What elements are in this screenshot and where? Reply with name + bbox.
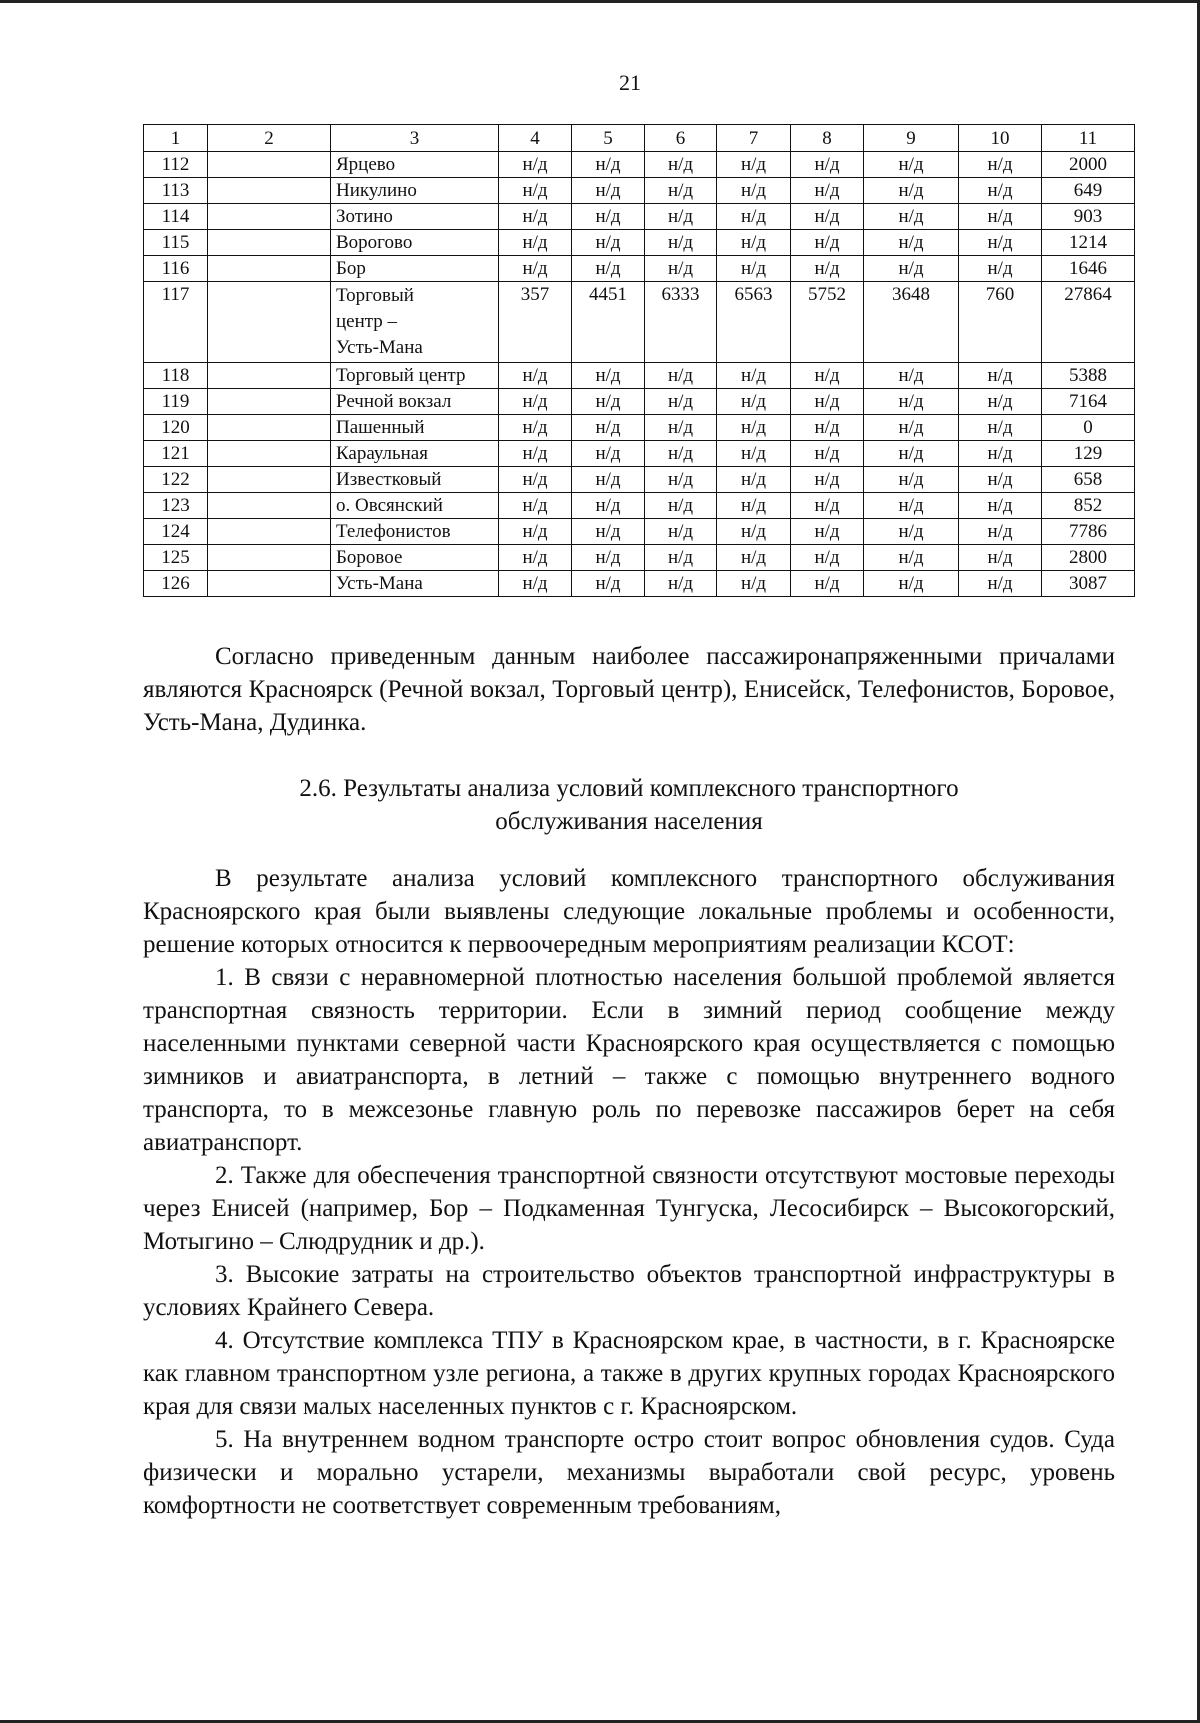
berth-name-line: Известковый: [336, 469, 442, 490]
berth-name-cell: [331, 467, 499, 493]
row-col2-cell: [208, 571, 331, 597]
total-cell: 0: [1042, 415, 1135, 441]
value-cell: н/д: [499, 545, 572, 571]
value-cell: н/д: [959, 256, 1042, 282]
value-cell: н/д: [499, 204, 572, 230]
berth-name-line: Зотино: [336, 206, 393, 227]
row-col2-cell: [208, 178, 331, 204]
value-cell: н/д: [959, 389, 1042, 415]
row-number-cell: 121: [144, 441, 208, 467]
value-cell: н/д: [959, 545, 1042, 571]
row-number-cell: 114: [144, 204, 208, 230]
table-row: [144, 152, 1135, 178]
value-cell: н/д: [717, 493, 791, 519]
value-cell: н/д: [645, 519, 717, 545]
value-cell: н/д: [717, 230, 791, 256]
value-cell: н/д: [717, 441, 791, 467]
table-header-row: [144, 125, 1135, 152]
total-cell: 7164: [1042, 389, 1135, 415]
body-paragraph-item-2: 2. Также для обеспечения транспортной связности отсутствуют мостовые переходы через Енисей (например, Бор – Подкаменная Тунгуска, Лесосибирск – Высокогорский, Мотыгино – Слюдрудник и др.).: [143, 1162, 1115, 1255]
berth-name-cell: [331, 178, 499, 204]
value-cell: н/д: [645, 571, 717, 597]
row-number-cell: 123: [144, 493, 208, 519]
value-cell: н/д: [959, 571, 1042, 597]
value-cell: н/д: [717, 256, 791, 282]
value-cell: н/д: [499, 571, 572, 597]
row-number-cell: 116: [144, 256, 208, 282]
table-row: [144, 178, 1135, 204]
value-cell: н/д: [717, 571, 791, 597]
value-cell: н/д: [864, 441, 959, 467]
value-cell: н/д: [499, 363, 572, 389]
total-cell: 27864: [1042, 282, 1135, 363]
value-cell: н/д: [717, 389, 791, 415]
value-cell: н/д: [959, 519, 1042, 545]
body-paragraph-intro: В результате анализа условий комплексного транспортного обслуживания Красноярского края были выявлены следующие локальные проблемы и особенности, решение которых относится к первоочередным мероприятиям реализации КСОТ:: [143, 865, 1115, 958]
berth-name-cell: [331, 545, 499, 571]
body-paragraph-item-4: 4. Отсутствие комплекса ТПУ в Красноярском крае, в частности, в г. Красноярске как главном транспортном узле региона, а также в других крупных городах Красноярского края для связи малых населенных пунктов с г. Красноярском.: [143, 1327, 1115, 1420]
value-cell: н/д: [645, 230, 717, 256]
table-header-cell: 4: [499, 125, 572, 152]
value-cell: н/д: [499, 152, 572, 178]
value-cell: н/д: [864, 493, 959, 519]
row-number-cell: 112: [144, 152, 208, 178]
total-cell: 658: [1042, 467, 1135, 493]
value-cell: н/д: [791, 230, 864, 256]
value-cell: н/д: [572, 545, 645, 571]
table-row: [144, 519, 1135, 545]
total-cell: 852: [1042, 493, 1135, 519]
berth-name-line: Боровое: [336, 547, 403, 568]
row-col2-cell: [208, 415, 331, 441]
table-row: [144, 441, 1135, 467]
value-cell: н/д: [645, 363, 717, 389]
berth-name-cell: [331, 415, 499, 441]
table-row: [144, 467, 1135, 493]
value-cell: н/д: [717, 152, 791, 178]
body-paragraph-item-5: 5. На внутреннем водном транспорте остро стоит вопрос обновления судов. Суда физически и морально устарели, механизмы выработали свой ресурс, уровень комфортности не соответствует современным требованиям,: [143, 1426, 1115, 1519]
total-cell: 649: [1042, 178, 1135, 204]
table-header-cell: 2: [208, 125, 331, 152]
berth-name-cell: [331, 152, 499, 178]
berth-name-line: Усть-Мана: [336, 337, 423, 358]
table-header-cell: 9: [864, 125, 959, 152]
berth-name-line: о. Овсянский: [336, 495, 443, 516]
table-row: [144, 545, 1135, 571]
value-cell: н/д: [645, 178, 717, 204]
value-cell: н/д: [864, 467, 959, 493]
value-cell: 760: [959, 282, 1042, 363]
berth-name-line: Торговый: [336, 285, 414, 306]
berth-name-cell: [331, 441, 499, 467]
value-cell: н/д: [791, 519, 864, 545]
berth-name-line: Торговый центр: [336, 365, 466, 386]
total-cell: 903: [1042, 204, 1135, 230]
value-cell: н/д: [499, 230, 572, 256]
berth-name-line: центр –: [336, 311, 398, 332]
total-cell: 7786: [1042, 519, 1135, 545]
value-cell: н/д: [864, 415, 959, 441]
value-cell: н/д: [717, 178, 791, 204]
value-cell: н/д: [959, 204, 1042, 230]
value-cell: н/д: [572, 389, 645, 415]
row-number-cell: 115: [144, 230, 208, 256]
value-cell: н/д: [717, 545, 791, 571]
value-cell: н/д: [791, 178, 864, 204]
value-cell: н/д: [864, 519, 959, 545]
section-heading-line-2: обслуживания населения: [495, 808, 763, 835]
value-cell: 6333: [645, 282, 717, 363]
value-cell: н/д: [572, 256, 645, 282]
value-cell: н/д: [572, 152, 645, 178]
berth-name-cell: [331, 519, 499, 545]
value-cell: н/д: [864, 571, 959, 597]
value-cell: н/д: [572, 204, 645, 230]
value-cell: н/д: [499, 493, 572, 519]
value-cell: н/д: [572, 363, 645, 389]
value-cell: н/д: [791, 415, 864, 441]
table-row: [144, 389, 1135, 415]
value-cell: н/д: [645, 204, 717, 230]
value-cell: н/д: [572, 441, 645, 467]
table-row: [144, 571, 1135, 597]
value-cell: н/д: [864, 230, 959, 256]
value-cell: н/д: [791, 256, 864, 282]
row-col2-cell: [208, 152, 331, 178]
value-cell: н/д: [864, 389, 959, 415]
value-cell: н/д: [791, 441, 864, 467]
table-header-cell: 10: [959, 125, 1042, 152]
total-cell: 2800: [1042, 545, 1135, 571]
table-header-cell: 7: [717, 125, 791, 152]
total-cell: 1214: [1042, 230, 1135, 256]
row-col2-cell: [208, 493, 331, 519]
body-paragraph-item-3: 3. Высокие затраты на строительство объектов транспортной инфраструктуры в условиях Крайнего Севера.: [143, 1261, 1115, 1321]
row-col2-cell: [208, 282, 331, 363]
body-paragraph-item-1: 1. В связи с неравномерной плотностью населения большой проблемой является транспортная связность территории. Если в зимний период сообщение между населенными пунктами северной части Красноярского края осуществляется с помощью зимников и авиатранспорта, в летний – также с помощью внутреннего водного транспорта, то в межсезонье главную роль по перевозке пассажиров берет на себя авиатранспорт.: [143, 964, 1115, 1156]
value-cell: н/д: [645, 415, 717, 441]
berth-name-line: Усть-Мана: [336, 573, 423, 594]
section-heading-line-1: 2.6. Результаты анализа условий комплексного транспортного: [299, 775, 959, 802]
value-cell: н/д: [791, 571, 864, 597]
table-header-cell: 3: [331, 125, 499, 152]
total-cell: 129: [1042, 441, 1135, 467]
value-cell: н/д: [959, 493, 1042, 519]
table-row: [144, 363, 1135, 389]
value-cell: н/д: [499, 415, 572, 441]
value-cell: н/д: [645, 256, 717, 282]
berth-name-cell: [331, 363, 499, 389]
value-cell: н/д: [572, 230, 645, 256]
berth-name-line: Караульная: [336, 443, 428, 464]
total-cell: 5388: [1042, 363, 1135, 389]
row-col2-cell: [208, 256, 331, 282]
value-cell: 3648: [864, 282, 959, 363]
table-header-cell: 8: [791, 125, 864, 152]
value-cell: н/д: [572, 571, 645, 597]
value-cell: н/д: [717, 363, 791, 389]
row-number-cell: 122: [144, 467, 208, 493]
berth-name-line: Пашенный: [336, 417, 425, 438]
value-cell: 6563: [717, 282, 791, 363]
value-cell: н/д: [499, 256, 572, 282]
value-cell: н/д: [791, 204, 864, 230]
table-header-cell: 1: [144, 125, 208, 152]
value-cell: н/д: [499, 441, 572, 467]
value-cell: н/д: [572, 519, 645, 545]
value-cell: н/д: [717, 204, 791, 230]
row-col2-cell: [208, 545, 331, 571]
value-cell: н/д: [959, 230, 1042, 256]
value-cell: н/д: [791, 389, 864, 415]
value-cell: н/д: [959, 152, 1042, 178]
total-cell: 3087: [1042, 571, 1135, 597]
row-number-cell: 124: [144, 519, 208, 545]
summary-paragraph-block: [143, 640, 1115, 739]
value-cell: н/д: [645, 545, 717, 571]
value-cell: 4451: [572, 282, 645, 363]
total-cell: 1646: [1042, 256, 1135, 282]
row-number-cell: 119: [144, 389, 208, 415]
value-cell: н/д: [499, 467, 572, 493]
table-row: [144, 493, 1135, 519]
value-cell: н/д: [959, 467, 1042, 493]
value-cell: н/д: [572, 178, 645, 204]
row-col2-cell: [208, 363, 331, 389]
berth-name-line: Речной вокзал: [336, 391, 452, 412]
value-cell: н/д: [645, 389, 717, 415]
row-number-cell: 120: [144, 415, 208, 441]
table-header-cell: 5: [572, 125, 645, 152]
value-cell: н/д: [959, 178, 1042, 204]
value-cell: 5752: [791, 282, 864, 363]
value-cell: н/д: [791, 363, 864, 389]
value-cell: н/д: [791, 152, 864, 178]
value-cell: н/д: [791, 545, 864, 571]
value-cell: н/д: [717, 415, 791, 441]
berth-name-line: Телефонистов: [336, 521, 451, 542]
value-cell: н/д: [791, 467, 864, 493]
value-cell: н/д: [572, 467, 645, 493]
berth-name-cell: [331, 230, 499, 256]
row-col2-cell: [208, 441, 331, 467]
berth-name-cell: [331, 493, 499, 519]
row-col2-cell: [208, 389, 331, 415]
table-header-cell: 6: [645, 125, 717, 152]
row-number-cell: 125: [144, 545, 208, 571]
berth-name-cell: [331, 204, 499, 230]
value-cell: н/д: [499, 389, 572, 415]
value-cell: н/д: [864, 152, 959, 178]
value-cell: н/д: [572, 493, 645, 519]
berth-name-cell: [331, 389, 499, 415]
row-col2-cell: [208, 519, 331, 545]
value-cell: н/д: [864, 545, 959, 571]
body-text: [143, 862, 1115, 1522]
value-cell: н/д: [499, 178, 572, 204]
passenger-table: [143, 124, 1135, 597]
table-row: [144, 230, 1135, 256]
value-cell: н/д: [959, 363, 1042, 389]
value-cell: н/д: [959, 415, 1042, 441]
table-header-cell: 11: [1042, 125, 1135, 152]
value-cell: н/д: [645, 467, 717, 493]
row-number-cell: 117: [144, 282, 208, 363]
value-cell: н/д: [645, 152, 717, 178]
value-cell: н/д: [864, 363, 959, 389]
value-cell: н/д: [572, 415, 645, 441]
value-cell: н/д: [717, 467, 791, 493]
value-cell: н/д: [864, 256, 959, 282]
value-cell: 357: [499, 282, 572, 363]
berth-name-line: Бор: [336, 258, 366, 279]
berth-name-line: Ворогово: [336, 232, 413, 253]
value-cell: н/д: [864, 178, 959, 204]
berth-name-line: Никулино: [336, 180, 417, 201]
row-col2-cell: [208, 204, 331, 230]
row-col2-cell: [208, 467, 331, 493]
row-number-cell: 126: [144, 571, 208, 597]
value-cell: н/д: [791, 493, 864, 519]
berth-name-line: Ярцево: [336, 154, 396, 175]
row-col2-cell: [208, 230, 331, 256]
berth-name-cell: [331, 256, 499, 282]
row-number-cell: 113: [144, 178, 208, 204]
berth-name-cell: [331, 282, 499, 363]
table-row: [144, 415, 1135, 441]
summary-paragraph: Согласно приведенным данным наиболее пассажиронапряженными причалами являются Красноярск (Речной вокзал, Торговый центр), Енисейск, Телефонистов, Боровое, Усть-Мана, Дудинка.: [143, 643, 1115, 736]
berth-name-cell: [331, 571, 499, 597]
table-row: [144, 282, 1135, 363]
total-cell: 2000: [1042, 152, 1135, 178]
value-cell: н/д: [959, 441, 1042, 467]
page-border-top: [0, 0, 1200, 3]
value-cell: н/д: [499, 519, 572, 545]
value-cell: н/д: [645, 493, 717, 519]
table-row: [144, 204, 1135, 230]
value-cell: н/д: [717, 519, 791, 545]
table-row: [144, 256, 1135, 282]
value-cell: н/д: [864, 204, 959, 230]
value-cell: н/д: [645, 441, 717, 467]
page-number: 21: [619, 70, 641, 95]
row-number-cell: 118: [144, 363, 208, 389]
section-heading: [143, 772, 1115, 838]
